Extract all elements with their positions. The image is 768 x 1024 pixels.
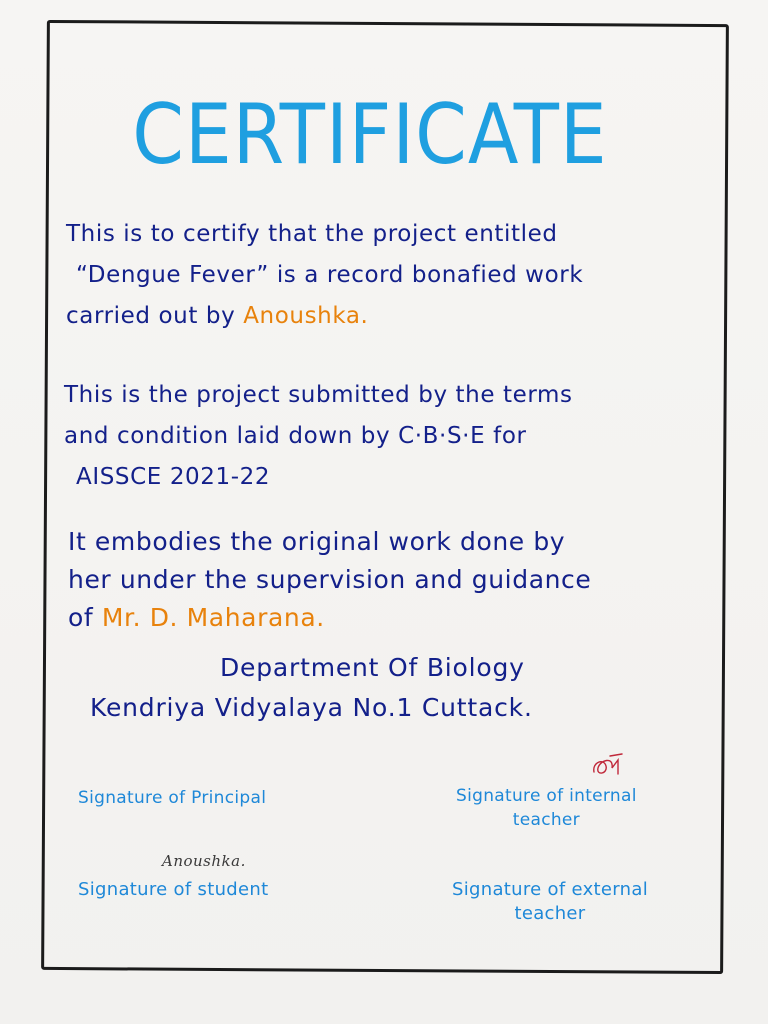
paragraph2-line2: and condition laid down by C·B·S·E for <box>64 423 527 449</box>
student-handwritten-signature: Anoushka. <box>162 852 246 870</box>
department-name: Department Of Biology <box>220 653 525 682</box>
certification-paragraph <box>66 214 706 337</box>
external-teacher-signature-label <box>452 878 648 926</box>
paragraph3-line2: her under the supervision and guidance <box>68 565 592 594</box>
internal-teacher-signature-mark <box>588 752 632 782</box>
internal-label-line1: Signature of internal <box>456 786 637 806</box>
paragraph2-line1: This is the project submitted by the terms <box>64 382 573 408</box>
paragraph3-line3-prefix: of <box>68 603 102 632</box>
external-label-line2: teacher <box>514 903 586 924</box>
submission-paragraph <box>64 375 704 498</box>
student-signature-label: Signature of student <box>78 879 269 900</box>
external-label-line1: Signature of external <box>452 879 648 900</box>
department-block <box>90 648 690 728</box>
paragraph1-line3 <box>66 296 706 337</box>
supervision-paragraph <box>68 523 728 637</box>
paragraph3-line3 <box>68 599 728 637</box>
school-name: Kendriya Vidyalaya No.1 Cuttack. <box>90 693 533 722</box>
paragraph1-line3-prefix: carried out by <box>66 303 244 329</box>
paragraph3-line1: It embodies the original work done by <box>68 527 566 556</box>
certificate-title: CERTIFICATE <box>132 86 608 184</box>
internal-teacher-signature-label <box>456 784 637 832</box>
internal-label-line2: teacher <box>512 810 580 830</box>
student-name-period: . <box>360 303 369 329</box>
paragraph1-line1: This is to certify that the project entitled <box>66 221 558 247</box>
paragraph1-line2: “Dengue Fever” is a record bonafied work <box>76 262 584 288</box>
paragraph2-line3: AISSCE 2021-22 <box>76 464 271 490</box>
teacher-name: Mr. D. Maharana. <box>101 603 325 632</box>
principal-signature-label: Signature of Principal <box>78 788 267 808</box>
student-name: Anoushka <box>243 303 361 329</box>
